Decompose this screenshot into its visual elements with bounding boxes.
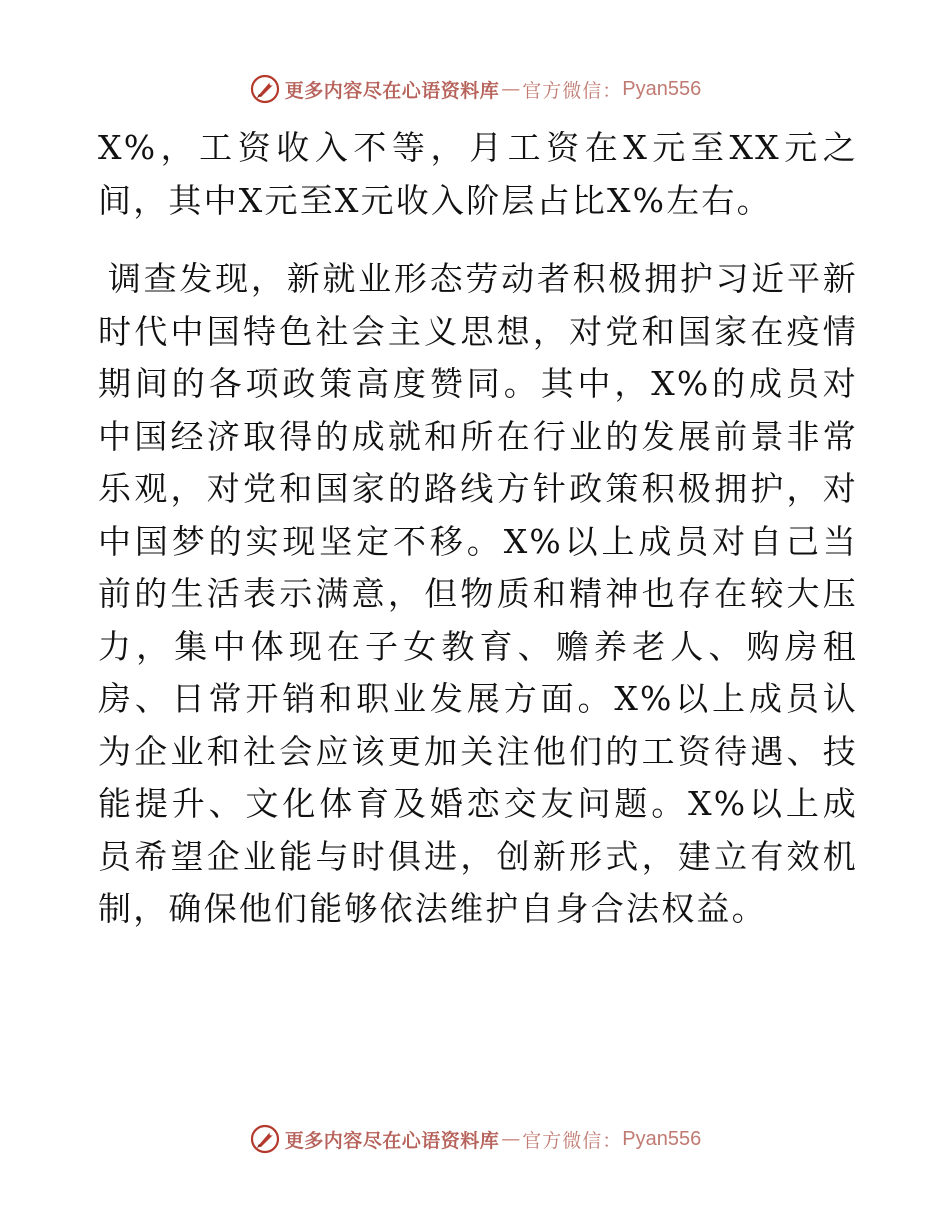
quill-pen-circle-icon bbox=[249, 73, 281, 105]
watermark-dash: — bbox=[501, 1128, 521, 1150]
paragraph-income: X%，工资收入不等，月工资在X元至XX元之间，其中X元至X元收入阶层占比X%左右。 bbox=[98, 128, 858, 220]
document-body bbox=[98, 122, 858, 936]
header-watermark bbox=[0, 72, 950, 106]
watermark-wechat-id: Pyan556 bbox=[622, 77, 702, 100]
watermark-wechat-label: 官方微信： bbox=[522, 1129, 623, 1152]
watermark-wechat-label: 官方微信： bbox=[522, 79, 623, 102]
quill-pen-circle-icon bbox=[249, 1123, 281, 1155]
footer-watermark bbox=[0, 1122, 950, 1156]
watermark-site-text: 更多内容尽在心语资料库 bbox=[284, 79, 500, 102]
paragraph-survey-findings: 调查发现，新就业形态劳动者积极拥护习近平新时代中国特色社会主义思想，对党和国家在疫情期间的各项政策高度赞同。其中，X%的成员对中国经济取得的成就和所在行业的发展前景非常乐观，对党和国家的路线方针政策积极拥护，对中国梦的实现坚定不移。X%以上成员对自己当前的生活表示满意，但物质和精神也存在较大压力，集中体现在子女教育、赡养老人、购房租房、日常开销和职业发展方面。X%以上成员认为企业和社会应该更加关注他们的工资待遇、技能提升、文化体育及婚恋交友问题。X%以上成员希望企业能与时俱进，创新形式，建立有效机制，确保他们能够依法维护自身合法权益。 bbox=[98, 259, 858, 928]
watermark-wechat-id: Pyan556 bbox=[622, 1127, 702, 1150]
watermark-site-text: 更多内容尽在心语资料库 bbox=[284, 1129, 500, 1152]
watermark-dash: — bbox=[501, 78, 521, 100]
